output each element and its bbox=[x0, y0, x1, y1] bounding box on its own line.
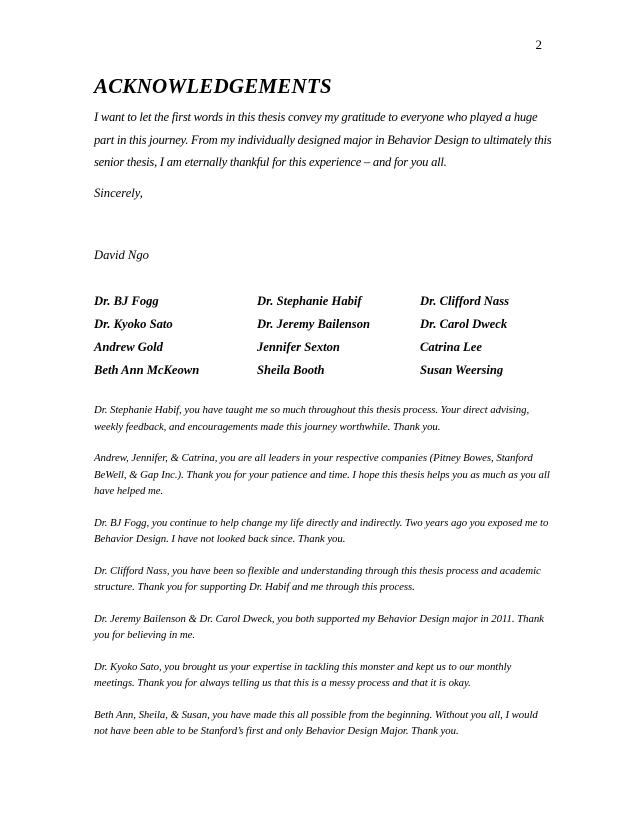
intro-paragraph: I want to let the first words in this thesis convey my gratitude to everyone who played a huge part in this journey. From my individually designed major in Behavior Design to ultimately this senior thesis, I am eternally thankful for this experience – and for you all. bbox=[94, 110, 552, 169]
thanks-paragraph: Dr. Jeremy Bailenson & Dr. Carol Dweck, you both supported my Behavior Design major in 2011. Thank you for believing in me. bbox=[94, 612, 544, 641]
name-cell: Dr. BJ Fogg bbox=[94, 294, 159, 308]
thanks-paragraph: Beth Ann, Sheila, & Susan, you have made this all possible from the beginning. Without you all, I would not have been able to be Stanford’s first and only Behavior Design Major. Thank you. bbox=[94, 708, 538, 737]
name-cell: Jennifer Sexton bbox=[257, 340, 340, 354]
closing-text: Sincerely, bbox=[94, 186, 143, 200]
acknowledged-names-grid bbox=[94, 292, 564, 380]
thanks-paragraph: Dr. Kyoko Sato, you brought us your expertise in tackling this monster and kept us to our monthly meetings. Thank you for always telling us that this is a messy process and that it is okay. bbox=[94, 660, 512, 689]
thanks-paragraph: Dr. Stephanie Habif, you have taught me so much throughout this thesis process. Your direct advising, weekly feedback, and encouragements made this journey worthwhile. Thank you. bbox=[94, 404, 530, 433]
name-cell: Beth Ann McKeown bbox=[94, 363, 200, 377]
name-cell: Catrina Lee bbox=[420, 340, 482, 354]
name-cell: Sheila Booth bbox=[257, 363, 325, 377]
name-cell: Andrew Gold bbox=[94, 340, 163, 354]
thanks-section bbox=[94, 402, 554, 755]
name-cell: Dr. Jeremy Bailenson bbox=[257, 317, 370, 331]
name-cell: Dr. Clifford Nass bbox=[420, 294, 509, 308]
signature-name: David Ngo bbox=[94, 248, 149, 262]
thanks-paragraph: Dr. BJ Fogg, you continue to help change my life directly and indirectly. Two years ago you exposed me to Behavior Design. I have not looked back since. Thank you. bbox=[94, 516, 549, 545]
name-cell: Dr. Kyoko Sato bbox=[94, 317, 173, 331]
name-cell: Susan Weersing bbox=[420, 363, 504, 377]
name-cell: Dr. Stephanie Habif bbox=[257, 294, 362, 308]
thanks-paragraph: Andrew, Jennifer, & Catrina, you are all leaders in your respective companies (Pitney Bowes, Stanford BeWell, & Gap Inc.). Thank you for your patience and time. I hope this thesis helps you as much as you all have helped me. bbox=[94, 452, 550, 497]
page-title: ACKNOWLEDGEMENTS bbox=[94, 74, 332, 98]
name-cell: Dr. Carol Dweck bbox=[420, 317, 508, 331]
thanks-paragraph: Dr. Clifford Nass, you have been so flexible and understanding through this thesis process and academic structure. Thank you for supporting Dr. Habif and me through this process. bbox=[94, 564, 541, 593]
page-number: 2 bbox=[535, 37, 542, 52]
